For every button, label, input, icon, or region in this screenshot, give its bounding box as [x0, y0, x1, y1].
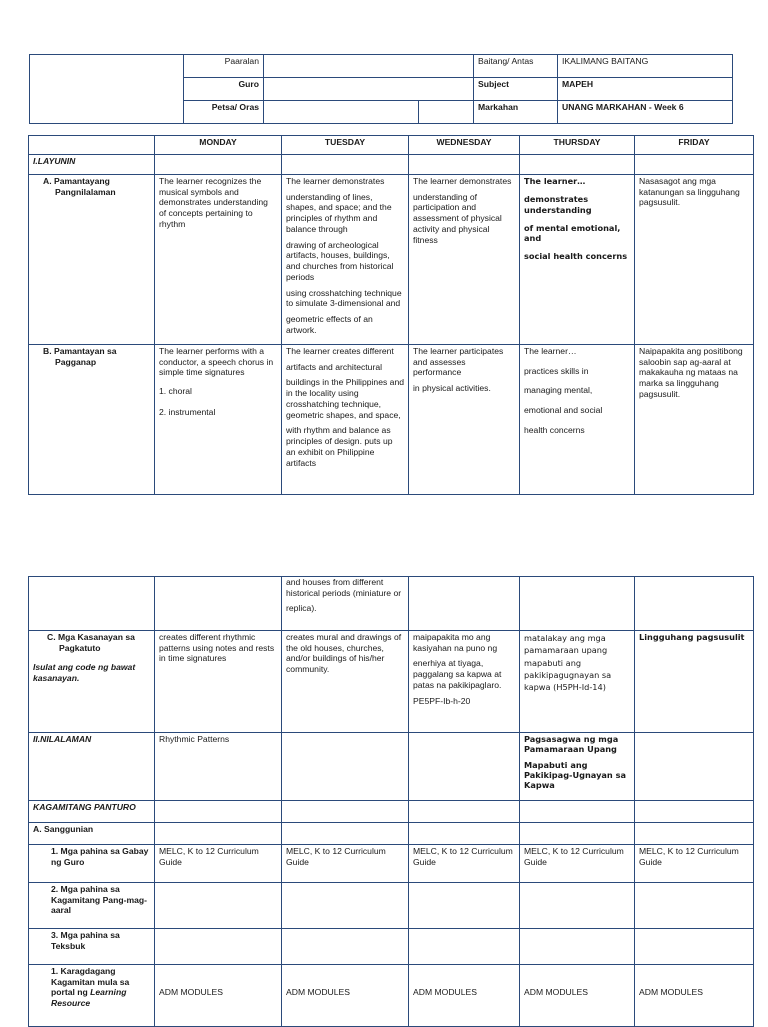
gabay-guro-label: 1. Mga pahina sa Gabay ng Guro — [29, 845, 155, 883]
pp-tue-line: The learner creates different — [286, 346, 394, 356]
objectives-table — [28, 135, 754, 495]
subject-value: MAPEH — [558, 78, 733, 101]
pp-thu-line: The learner… — [524, 346, 577, 356]
petsa-label: Petsa/ Oras — [184, 101, 264, 124]
pp-mon-line: 2. instrumental — [159, 406, 216, 417]
cont-tue-line: and houses from different historical periods (miniature or — [286, 577, 402, 598]
pp-tuesday — [282, 345, 409, 495]
gabay-wednesday: MELC, K to 12 Curriculum Guide — [409, 845, 520, 883]
pn-wed-line: The learner demonstrates — [413, 176, 512, 186]
baitang-label: Baitang/ Antas — [474, 55, 558, 78]
learning-resource-text: Learning Resource — [51, 987, 127, 1009]
kasanayan-label: C. Mga Kasanayan sa Pagkatuto — [47, 632, 135, 653]
nilalaman-heading: II.NILALAMAN — [29, 733, 155, 801]
day-tuesday: TUESDAY — [282, 136, 409, 155]
pn-monday: The learner recognizes the musical symbols and demonstrates understanding of concepts pertaining to rhythm — [155, 175, 282, 345]
gabay-tuesday: MELC, K to 12 Curriculum Guide — [282, 845, 409, 883]
nil-thursday — [520, 733, 635, 801]
subject-label: Subject — [474, 78, 558, 101]
adm-friday: ADM MODULES — [635, 965, 754, 1027]
pn-thu-line: of mental emotional, and — [524, 222, 621, 243]
oras-value — [419, 101, 474, 124]
kagamitan-heading: KAGAMITANG PANTURO — [29, 801, 155, 823]
pp-tue-line: buildings in the Philippines and in the locality using crosshatching technique, geometric shapes, and space, — [286, 377, 405, 420]
ks-wednesday — [409, 631, 520, 733]
pp-tue-line: artifacts and architectural — [286, 361, 383, 372]
pamantayang-pangnilalaman-label: A. Pamantayang Pangnilalaman — [29, 175, 155, 345]
nil-thu-line: Pagsasagwa ng mga Pamamaraan Upang — [524, 734, 619, 755]
logo-cell — [30, 55, 184, 124]
pp-mon-line: The learner performs with a conductor, a speech chorus in simple time signatures — [159, 346, 274, 378]
day-thursday: THURSDAY — [520, 136, 635, 155]
markahan-value: UNANG MARKAHAN - Week 6 — [558, 101, 733, 124]
pn-friday: Nasasagot ang mga katanungan sa lingguhang pagsusulit. — [635, 175, 754, 345]
pp-wed-line: in physical activities. — [413, 383, 491, 394]
pp-thu-line: emotional and social — [524, 405, 603, 416]
teksbuk-label: 3. Mga pahina sa Teksbuk — [29, 929, 155, 965]
pp-wed-line: The learner participates and assesses performance — [413, 346, 504, 378]
pn-tue-line: drawing of archeological artifacts, houses, buildings, and churches from historical periods — [286, 239, 394, 282]
ks-wed-line: maipapakita mo ang kasiyahan na puno ng — [413, 632, 498, 653]
sanggunian-label: A. Sanggunian — [29, 823, 155, 845]
pn-wednesday — [409, 175, 520, 345]
kagamitan-mag-aaral-label: 2. Mga pahina sa Kagamitang Pang-mag-aaral — [29, 883, 155, 929]
markahan-label: Markahan — [474, 101, 558, 124]
cont-tuesday — [282, 577, 409, 631]
pp-tue-line: with rhythm and balance as principles of design. puts up an exhibit on Philippine artifacts — [286, 425, 393, 468]
pp-thu-line: managing mental, — [524, 385, 593, 396]
pn-tue-line: understanding of lines, shapes, and space; and the principles of rhythm and balance through — [286, 191, 392, 234]
kasanayan-note: Isulat ang code ng bawat kasanayan. — [33, 662, 136, 684]
gabay-thursday: MELC, K to 12 Curriculum Guide — [520, 845, 635, 883]
pn-tue-line: using crosshatching technique to simulate 3-dimensional and — [286, 287, 402, 309]
header-table — [29, 54, 733, 124]
nil-thu-line: Mapabuti ang Pakikipag-Ugnayan sa Kapwa — [524, 759, 627, 790]
pn-thursday — [520, 175, 635, 345]
content-table — [28, 576, 754, 1027]
adm-tuesday: ADM MODULES — [282, 965, 409, 1027]
pamantayan-pagganap-label: B. Pamantayan sa Pagganap — [29, 345, 155, 495]
adm-thursday: ADM MODULES — [520, 965, 635, 1027]
petsa-value — [264, 101, 419, 124]
day-wednesday: WEDNESDAY — [409, 136, 520, 155]
ks-wed-line: enerhiya at tiyaga, paggalang sa kapwa at patas na pakikipaglaro. — [413, 658, 502, 690]
pp-thu-line: practices skills in — [524, 365, 589, 376]
ks-wed-code: PE5PF-Ib-h-20 — [413, 695, 471, 706]
adm-wednesday: ADM MODULES — [409, 965, 520, 1027]
pn-tue-line: geometric effects of an artwork. — [286, 314, 373, 335]
karagdagang-kagamitan-label — [29, 965, 155, 1027]
pp-mon-line: 1. choral — [159, 386, 192, 397]
cont-tue-line: replica). — [286, 603, 317, 614]
day-monday: MONDAY — [155, 136, 282, 155]
paaralan-label: Paaralan — [184, 55, 264, 78]
ks-friday: Lingguhang pagsusulit — [635, 631, 754, 733]
gabay-monday: MELC, K to 12 Curriculum Guide — [155, 845, 282, 883]
adm-monday: ADM MODULES — [155, 965, 282, 1027]
pp-monday — [155, 345, 282, 495]
ks-tuesday: creates mural and drawings of the old houses, churches, and/or buildings of his/her community. — [282, 631, 409, 733]
gabay-friday: MELC, K to 12 Curriculum Guide — [635, 845, 754, 883]
karagdagang-text: 1. Karagdagang Kagamitan mula sa portal ng — [51, 966, 130, 998]
pn-wed-line: understanding of participation and assessment of physical activity and physical fitness — [413, 191, 502, 245]
ks-monday: creates different rhythmic patterns using notes and rests in time signatures — [155, 631, 282, 733]
pp-wednesday — [409, 345, 520, 495]
pp-friday: Naipapakita ang positibong saloobin sap ag-aaral at makakauha ng mataas na marka sa lingguhang pagsusulit. — [635, 345, 754, 495]
kasanayan-label-cell — [29, 631, 155, 733]
blank-head — [29, 136, 155, 155]
nil-monday: Rhythmic Patterns — [155, 733, 282, 801]
pp-thursday — [520, 345, 635, 495]
pn-tuesday — [282, 175, 409, 345]
pn-thu-line: The learner… — [524, 176, 586, 186]
ks-thursday: matalakay ang mga pamamaraan upang mapabuti ang pakikipagugnayan sa kapwa (H5PH-Id-14) — [520, 631, 635, 733]
guro-label: Guro — [184, 78, 264, 101]
pn-tue-line: The learner demonstrates — [286, 176, 385, 186]
day-friday: FRIDAY — [635, 136, 754, 155]
baitang-value: IKALIMANG BAITANG — [558, 55, 733, 78]
guro-value — [264, 78, 474, 101]
layunin-heading: I.LAYUNIN — [29, 155, 155, 175]
paaralan-value — [264, 55, 474, 78]
pn-thu-line: demonstrates understanding — [524, 194, 592, 215]
pn-thu-line: social health concerns — [524, 251, 628, 262]
pp-thu-line: health concerns — [524, 424, 585, 435]
